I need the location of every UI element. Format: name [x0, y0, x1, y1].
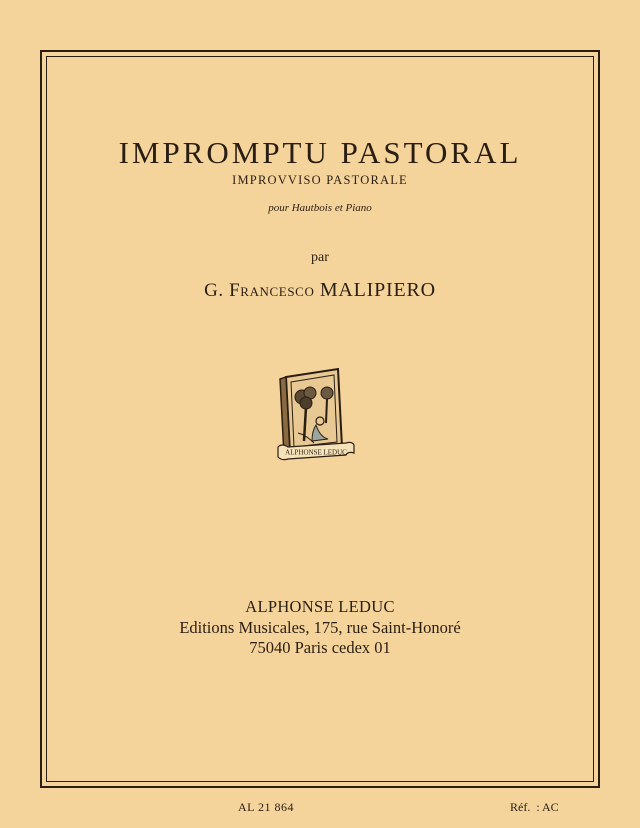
publisher-book-emblem-icon [276, 363, 356, 465]
publisher-city: 75040 Paris cedex 01 [249, 638, 391, 657]
publisher-address: Editions Musicales, 175, rue Saint-Honoré [179, 618, 461, 637]
catalog-number: AL 21 864 [238, 800, 295, 814]
by-label: par [311, 250, 329, 265]
score-subtitle: IMPROVVISO PASTORALE [232, 173, 408, 187]
composer-first-name: Francesco [229, 280, 315, 301]
publisher-name: ALPHONSE LEDUC [245, 597, 395, 616]
instrumentation: pour Hautbois et Piano [268, 202, 372, 214]
svg-text:ALPHONSE LEDUC: ALPHONSE LEDUC [285, 448, 347, 457]
composer-initial: G. [204, 280, 224, 301]
composer-name [0, 279, 640, 302]
reference-code: Réf. : AC [510, 800, 559, 814]
composer-last-name: MALIPIERO [319, 279, 436, 301]
score-title: IMPROMPTU PASTORAL [118, 135, 522, 170]
